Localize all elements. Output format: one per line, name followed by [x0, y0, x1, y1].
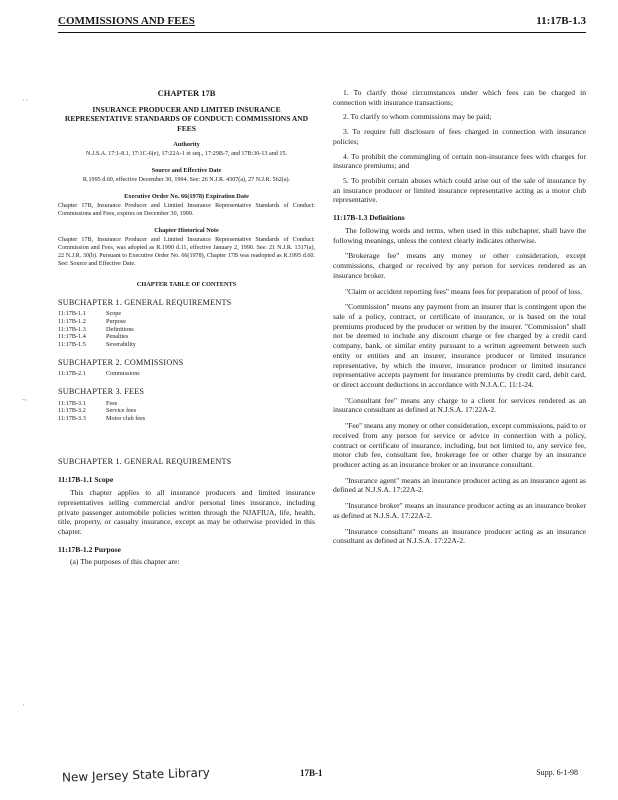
margin-mark: ~ — [22, 395, 27, 405]
authority-heading: Authority — [173, 141, 200, 148]
toc-subchapter-3: SUBCHAPTER 3. FEES — [58, 387, 145, 397]
authority-text: N.J.S.A. 17:1-8.1, 17:1C-6(e), 17:22A-1 et seq., 17:29B-7, and 17B:30-13 and 15. — [86, 151, 287, 158]
definition-paragraph: "Consultant fee" means any charge to a client for services rendered as an insurance consultant as defined at N.J.S.A. 17:22A-2. — [333, 395, 586, 415]
section-1-1-text: This chapter applies to all insurance producers and limited insurance representatives selling commercial and/or personal lines insurance, including private passenger automobile policies written through the NJAFIUA, life, health, title, property, or casualty insurance, except as may be otherwise provided in this chapter. — [58, 488, 315, 536]
definition-paragraph: "Insurance broker" means an insurance producer acting as an insurance broker as defined at N.J.S.A. 17:22A-2. — [333, 501, 586, 520]
toc-table-1 — [58, 310, 136, 349]
history-heading: Chapter Historical Note — [154, 226, 219, 234]
definition-paragraph: "Commission" means any payment from an insurer that is contingent upon the sale of a policy, contract, or certificate of insurance, or is based on the total premiums produced by the producer or written by the insurer. "Commission" shall not be deemed to include any discount charge or fee charged by a credit card company, bank, or similar entity pursuant to a written agreement between such entity or entities and an insurer, insurance producer or limited insurance representative, by which the insurer, insurance producer or limited insurance representative accepts payment for insurance premiums by credit card, debit card, or direct account deductions in accordance with N.J.A.C. 11:1-24. — [333, 302, 586, 389]
definition-paragraph: "Fee" means any money or other consideration, except commissions, paid to or received from any person for service or advice in connection with a policy, contract or certificate of insurance, including, but not limited to, any service fee, motor club fee, consultant fee, brokerage fee or other charge by an insurance producer acting as an insurance broker or an insurance consultant. — [333, 421, 586, 469]
purpose-item: 2. To clarify to whom commissions may be paid; — [343, 112, 492, 122]
definition-paragraph: "Insurance agent" means an insurance producer acting as an insurance agent as defined at N.J.S.A. 17:22A-2. — [333, 475, 586, 495]
toc-row: 11:17B-3.2 Service fees — [58, 407, 137, 415]
purpose-item: 4. To prohibit the commingling of certain non-insurance fees with charges for insurance premiums; and — [333, 151, 586, 171]
toc-row: 11:17B-1.1 Scope — [58, 310, 122, 318]
subchapter-1-heading: SUBCHAPTER 1. GENERAL REQUIREMENTS — [58, 456, 232, 466]
definition-paragraph: "Insurance consultant" means an insurance producer acting as an insurance consultant as defined at N.J.S.A. 17:22A-2. — [333, 526, 586, 546]
header-right: 11:17B-1.3 — [536, 15, 586, 27]
section-1-3-heading: 11:17B-1.3 Definitions — [333, 213, 405, 223]
header-left: COMMISSIONS AND FEES — [58, 15, 195, 27]
left-column — [58, 88, 315, 573]
page-number: 17B-1 — [300, 768, 323, 778]
chapter-title: INSURANCE PRODUCER AND LIMITED INSURANCE REPRESENTATIVE STANDARDS OF CONDUCT: COMMISSIONS AND FEES — [64, 104, 309, 133]
right-column — [333, 88, 586, 552]
toc-row: 11:17B-1.5 Severability — [58, 341, 136, 349]
section-1-2-text: (a) The purposes of this chapter are: — [70, 557, 180, 567]
source-text: R.1995 d.60, effective December 30, 1994. See: 26 N.J.R. 4307(a), 27 N.J.R. 562(a). — [82, 177, 291, 184]
purpose-item: 5. To prohibit certain abuses which could arise out of the sale of insurance by an insurance producer or limited insurance representative acting as a motor club representative. — [333, 176, 586, 205]
toc-subchapter-2: SUBCHAPTER 2. COMMISSIONS — [58, 357, 184, 367]
margin-mark: · — [22, 700, 25, 710]
exec-order-text: Chapter 17B, Insurance Producer and Limited Insurance Representative Standards of Conduct: Commissions and Fees, expires on December 30, 1999. — [58, 202, 315, 217]
purpose-item: 1. To clarify those circumstances under which fees can be charged in connection with insurance transactions; — [333, 88, 586, 107]
margin-mark: ·· — [22, 95, 28, 105]
toc-row: 11:17B-3.3 Motor club fees — [58, 415, 146, 423]
toc-row: 11:17B-2.1 Commissions — [58, 370, 140, 378]
toc-table-2 — [58, 370, 140, 378]
exec-order-heading: Executive Order No. 66(1978) Expiration Date — [124, 192, 249, 200]
toc-row: 11:17B-1.2 Purpose — [58, 317, 126, 325]
history-text: Chapter 17B, Insurance Producer and Limited Insurance Representative Standards of Conduct: Commission and Fees, was adopted as R.1990 d.11, effective January 2, 1990. See: 21 N.J.R. 1317(a), 22 N.J.R. 30(b). Pursuant to Executive Order No. 66(1978), Chapter 17B was readopted as R.1995 d.60. See: Source and Effective Date. — [58, 236, 315, 267]
page-footer — [0, 762, 618, 792]
toc-table-3 — [58, 400, 145, 423]
toc-heading: CHAPTER TABLE OF CONTENTS — [136, 280, 237, 288]
section-1-2-heading: 11:17B-1.2 Purpose — [58, 544, 121, 554]
library-stamp: New Jersey State Library — [61, 765, 211, 785]
toc-row: 11:17B-1.4 Penalties — [58, 333, 129, 341]
toc-row: 11:17B-1.3 Definitions — [58, 325, 134, 333]
definition-paragraph: The following words and terms, when used in this subchapter, shall have the following meanings, unless the context clearly indicates otherwise. — [333, 225, 586, 245]
running-header — [58, 10, 586, 33]
chapter-number: CHAPTER 17B — [157, 88, 216, 98]
definition-paragraph: "Claim or accident reporting fees" means fees for preparation of proof of loss. — [345, 286, 583, 296]
definition-paragraph: "Brokerage fee" means any money or other consideration, except commissions, charged or received by any person for services rendered as an insurance broker. — [333, 251, 586, 280]
source-heading: Source and Effective Date — [151, 166, 222, 174]
toc-row: 11:17B-3.1 Fees — [58, 399, 118, 407]
toc-subchapter-1: SUBCHAPTER 1. GENERAL REQUIREMENTS — [58, 297, 232, 307]
purpose-item: 3. To require full disclosure of fees charged in connection with insurance policies; — [333, 127, 586, 146]
section-1-1-heading: 11:17B-1.1 Scope — [58, 475, 114, 485]
supplement-date: Supp. 6-1-98 — [536, 768, 578, 777]
